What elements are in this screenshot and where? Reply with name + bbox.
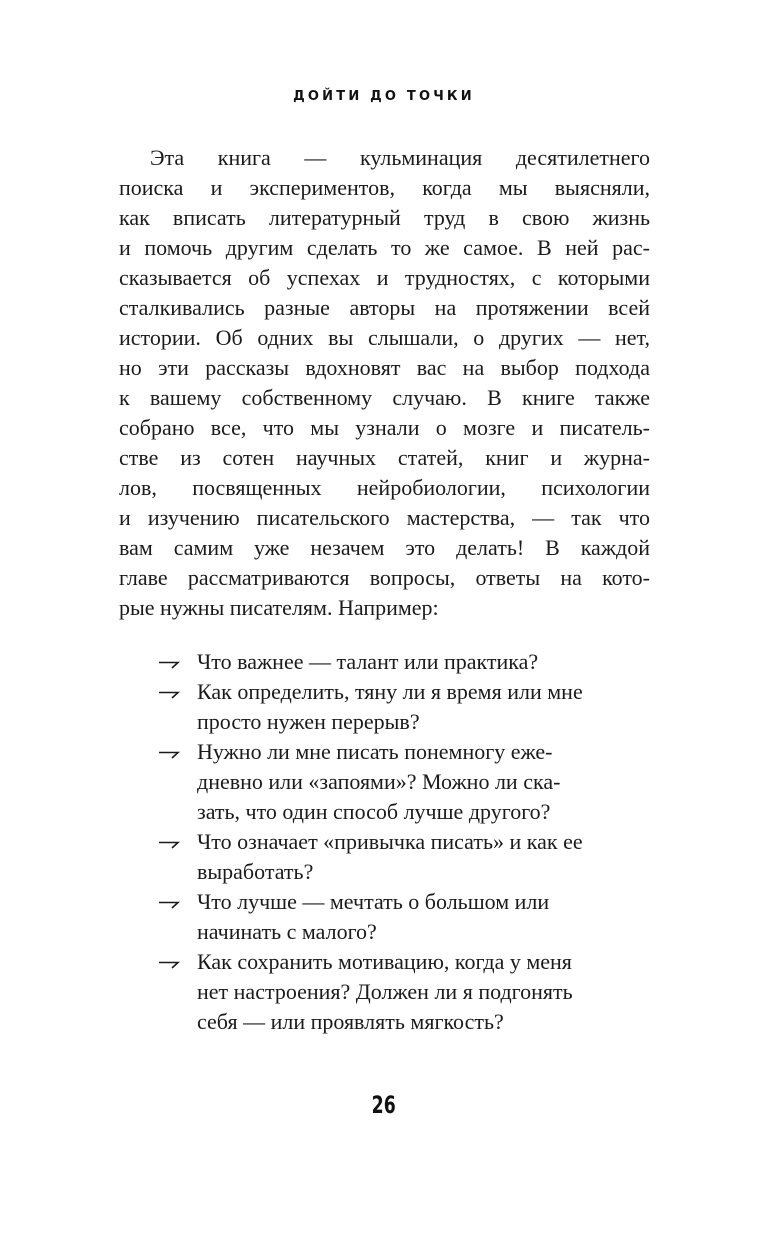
list-item-line: себя — или проявлять мягкость? — [197, 1009, 504, 1034]
paragraph-line: собрано все, что мы узнали о мозге и писатель- — [119, 415, 650, 440]
list-item-line: Как сохранить мотивацию, когда у меня — [197, 949, 572, 974]
paragraph-line: сталкивались разные авторы на протяжении всей — [119, 295, 650, 320]
list-item — [119, 947, 650, 1037]
text-block — [119, 143, 650, 1037]
paragraph-line: сказывается об успехах и трудностях, с которыми — [119, 265, 650, 290]
running-head: ДОЙТИ ДО ТОЧКИ — [293, 89, 475, 104]
page-number: 26 — [371, 1091, 397, 1119]
list-item-line: начинать с малого? — [197, 919, 377, 944]
arrow-right-harpoon-icon — [158, 659, 180, 669]
paragraph-line: истории. Об одних вы слышали, о других — нет, — [119, 325, 650, 350]
page-number-area — [0, 1091, 768, 1119]
paragraph-line: Эта книга — кульминация десятилетнего — [150, 145, 650, 170]
list-item-line: Что означает «привычка писать» и как ее — [197, 829, 583, 854]
paragraph-line: и помочь другим сделать то же самое. В ней рас- — [119, 235, 650, 260]
list-item-line: Что лучше — мечтать о большом или — [197, 889, 550, 914]
list-item-line: дневно или «запоями»? Можно ли ска- — [197, 769, 561, 794]
paragraph-line: лов, посвященных нейробиологии, психологии — [119, 475, 650, 500]
paragraph-line: поиска и экспериментов, когда мы выясняли, — [119, 175, 650, 200]
paragraph-line: стве из сотен научных статей, книг и журна- — [119, 445, 650, 470]
paragraph-line: к вашему собственному случаю. В книге также — [119, 385, 650, 410]
list-item-line: просто нужен перерыв? — [197, 709, 420, 734]
list-item-line: Как определить, тяну ли я время или мне — [197, 679, 583, 704]
list-item-line: выработать? — [197, 859, 314, 884]
list-item — [119, 647, 650, 677]
list-item-line: нет настроения? Должен ли я подгонять — [197, 979, 573, 1004]
list-item — [119, 887, 650, 947]
paragraph-line: главе рассматриваются вопросы, ответы на кото- — [119, 565, 650, 590]
arrow-right-harpoon-icon — [158, 839, 180, 849]
question-list — [119, 647, 650, 1037]
list-item — [119, 677, 650, 737]
list-item — [119, 737, 650, 827]
paragraph-line: и изучению писательского мастерства, — так что — [119, 505, 650, 530]
list-item-line: зать, что один способ лучше другого? — [197, 799, 551, 824]
list-item-line: Что важнее — талант или практика? — [197, 649, 539, 674]
arrow-right-harpoon-icon — [158, 959, 180, 969]
arrow-right-harpoon-icon — [158, 749, 180, 759]
paragraph-line: но эти рассказы вдохновят вас на выбор подхода — [119, 355, 650, 380]
arrow-right-harpoon-icon — [158, 689, 180, 699]
arrow-right-harpoon-icon — [158, 899, 180, 909]
list-item — [119, 827, 650, 887]
paragraph-line: рые нужны писателям. Например: — [119, 595, 439, 620]
intro-paragraph — [119, 143, 650, 623]
paragraph-line: как вписать литературный труд в свою жизнь — [119, 205, 650, 230]
paragraph-line: вам самим уже незачем это делать! В каждой — [119, 535, 650, 560]
list-item-line: Нужно ли мне писать понемногу еже- — [197, 739, 553, 764]
